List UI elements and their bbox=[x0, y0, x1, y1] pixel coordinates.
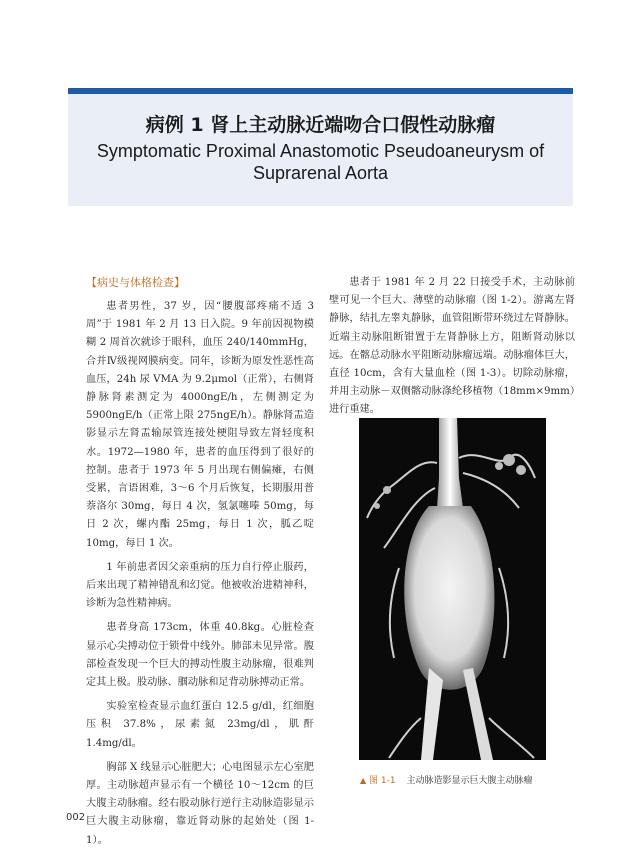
figure-number: 图 1-1 bbox=[369, 776, 396, 786]
triangle-icon: ▲ bbox=[360, 776, 367, 785]
case-title-chinese: 病例 1 肾上主动脉近端吻合口假性动脉瘤 bbox=[145, 114, 496, 136]
paragraph-history: 患者男性，37 岁，因“腰腹部疼痛不适 3 周”于 1981 年 2 月 13 日入院。9 年前因视物模糊 2 周首次就诊于眼科，血压 240/140mmHg，合并Ⅳ级视网膜病变。同年，诊断为原发性恶性高血压，24h 尿 VMA 为 9.2μmol（正常），右侧肾静脉肾素测定为 4000ngE/h，左侧测定为 5900ngE/h（正常上限 275ngE/h）。静脉肾盂造影显示左肾盂输尿管连接处梗阻导致左肾轻度积水。1972—1980 年，患者的血压得到了很好的控制。患者于 1973 年 5 月出现右侧偏瘫，右侧受累，言语困难，3～6 个月后恢复，长期服用普萘洛尔 30mg，每日 4 次，氢氯噻嗪 50mg，每日 2 次，螺内酯 25mg，每日 1 次，胍乙啶 10mg，每日 1 次。 bbox=[86, 301, 314, 549]
paragraph-surgery: 患者于 1981 年 2 月 22 日接受手术，主动脉前壁可见一个巨大、薄壁的动脉瘤（图 1-2）。游离左肾静脉，结扎左睾丸静脉，血管阻断带环绕过左肾静脉。近端主动脉阻断钳置于左肾静脉上方，阻断肾动脉以远。在髂总动脉水平阻断动脉瘤远端。动脉瘤体巨大，直径 10cm，含有大量血栓（图 1-3）。切除动脉瘤，并用主动脉－双侧髂动脉涤纶移植物（18mm×9mm）进行重建。 bbox=[329, 277, 575, 416]
title-banner-bar bbox=[68, 88, 573, 94]
paragraph-imaging: 胸部 X 线显示心脏肥大；心电图显示左心室肥厚。主动脉超声显示有一个横径 10～12cm 的巨大腹主动脉瘤。经右股动脉行逆行主动脉造影显示巨大腹主动脉瘤，靠近肾动脉的起始处（图 1-1）。 bbox=[86, 761, 314, 846]
right-column bbox=[329, 274, 575, 426]
paragraph-physical-exam: 患者身高 173cm，体重 40.8kg。心脏检查显示心尖搏动位于锁骨中线外。肺部未见异常。腹部检查发现一个巨大的搏动性腹主动脉瘤，很难判定其上极。股动脉、腘动脉和足背动脉搏动正常。 bbox=[86, 622, 314, 689]
angiogram-illustration bbox=[359, 418, 546, 760]
page-number: 002 bbox=[66, 812, 86, 823]
left-column bbox=[86, 274, 314, 856]
paragraph-psychiatric: 1 年前患者因父亲重病的压力自行停止服药，后来出现了精神错乱和幻觉。他被收治进精神科，诊断为急性精神病。 bbox=[86, 561, 314, 610]
case-title-english: Symptomatic Proximal Anastomotic Pseudoaneurysm of Suprarenal Aorta bbox=[96, 141, 545, 183]
figure-caption-text: 主动脉造影显示巨大腹主动脉瘤 bbox=[406, 776, 533, 786]
section-heading: 【病史与体格检查】 bbox=[86, 276, 185, 289]
paragraph-lab: 实验室检查显示血红蛋白 12.5 g/dl，红细胞压积 37.8%，尿素氮 23mg/dl，肌酐 1.4mg/dl。 bbox=[86, 701, 314, 749]
figure-caption bbox=[360, 773, 575, 786]
aortography-image bbox=[359, 418, 546, 760]
title-banner bbox=[68, 88, 573, 206]
